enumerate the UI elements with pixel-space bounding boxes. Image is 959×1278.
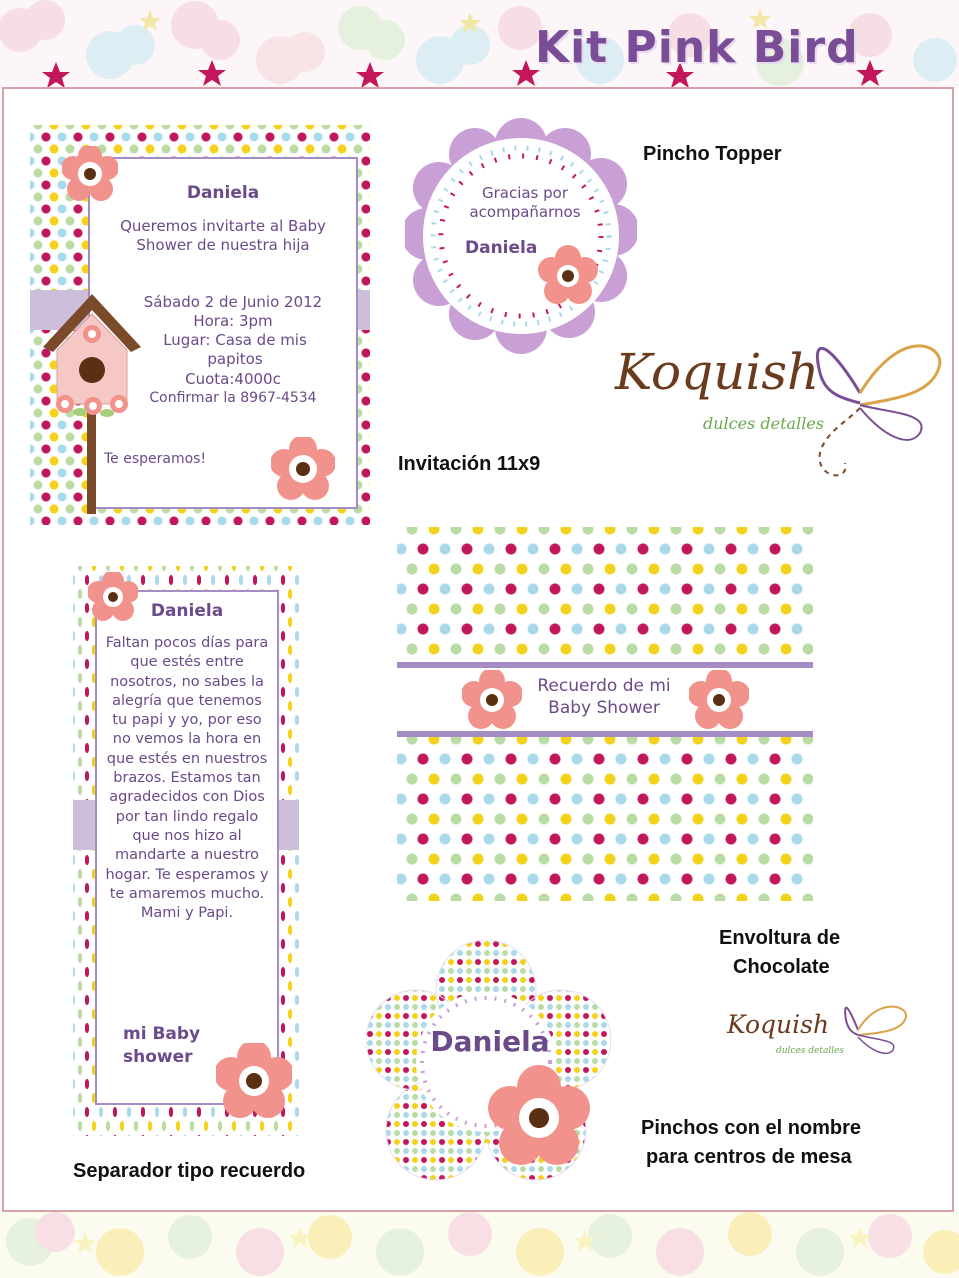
topper-badge [405, 118, 637, 356]
bookmark-body: Faltan pocos días para que estés entre nosotros, no sabes la alegría que tenemos tu papi y yo, por eso no vemos la hora en que estés en nuestros brazos. Estamos tan agradecidos con Dios por tan lindo regalo que nos hizo al mandarte a nuestro hogar. Te esperamos y te amaremos mucho. Mami y Papi. [105, 635, 269, 922]
bookmark-footer-line1: mi Baby [123, 1024, 201, 1044]
flower-icon [216, 1043, 292, 1119]
flower-icon [462, 670, 522, 730]
bookmark-caption: Separador tipo recuerdo [73, 1160, 306, 1182]
flower-star-pattern [0, 1212, 959, 1278]
topper-caption: Pincho Topper [643, 143, 782, 165]
flower-icon [271, 437, 335, 501]
wrapper-top-pattern [397, 527, 813, 662]
wrapper-stripe-top [397, 662, 813, 668]
topper-name: Daniela [465, 238, 538, 258]
topper-thanks: Gracias por acompañarnos [469, 184, 581, 221]
centerpiece-name: Daniela [430, 1025, 550, 1058]
wrapper-line2: Baby Shower [548, 698, 660, 718]
butterfly-icon [838, 995, 918, 1065]
flower-icon [62, 146, 118, 202]
centerpiece-caption-line1: Pinchos con el nombre [641, 1117, 862, 1139]
logo-tagline-small: dulces detalles [776, 1046, 845, 1056]
invitation-closing: Te esperamos! [104, 451, 207, 467]
logo-brand-small: Koquish [727, 1010, 830, 1039]
logo-tagline-large: dulces detalles [703, 414, 824, 433]
bookmark-name: Daniela [150, 601, 224, 621]
centerpiece-caption-line2: para centros de mesa [646, 1146, 852, 1168]
wrapper-caption-line1: Envoltura de [719, 927, 841, 949]
flower-icon [689, 670, 749, 730]
flower-icon [88, 572, 138, 622]
invitation-place: Lugar: Casa de mis papitos [163, 331, 307, 368]
bottom-decorative-band [0, 1212, 959, 1278]
birdhouse-icon [35, 292, 145, 514]
invitation-time: Hora: 3pm [193, 312, 273, 330]
wrapper-caption-line2: Chocolate [733, 956, 830, 978]
invitation-fee: Cuota:4000c [185, 370, 281, 388]
logo-brand-large: Koquish [615, 343, 820, 401]
invitation-line1: Queremos invitarte al Baby Shower de nuestra hija [120, 217, 326, 254]
invitation-confirm: Confirmar la 8967-4534 [149, 390, 317, 406]
invitation-name: Daniela [186, 183, 260, 203]
centerpiece-flower [366, 940, 612, 1190]
bookmark-footer-line2: shower [123, 1047, 193, 1067]
wrapper-line1: Recuerdo de mi [537, 676, 671, 696]
invitation-caption: Invitación 11x9 [398, 453, 541, 475]
kit-title: Kit Pink Bird [535, 22, 859, 73]
wrapper-bottom-pattern [397, 737, 813, 901]
invitation-date: Sábado 2 de Junio 2012 [143, 293, 323, 311]
